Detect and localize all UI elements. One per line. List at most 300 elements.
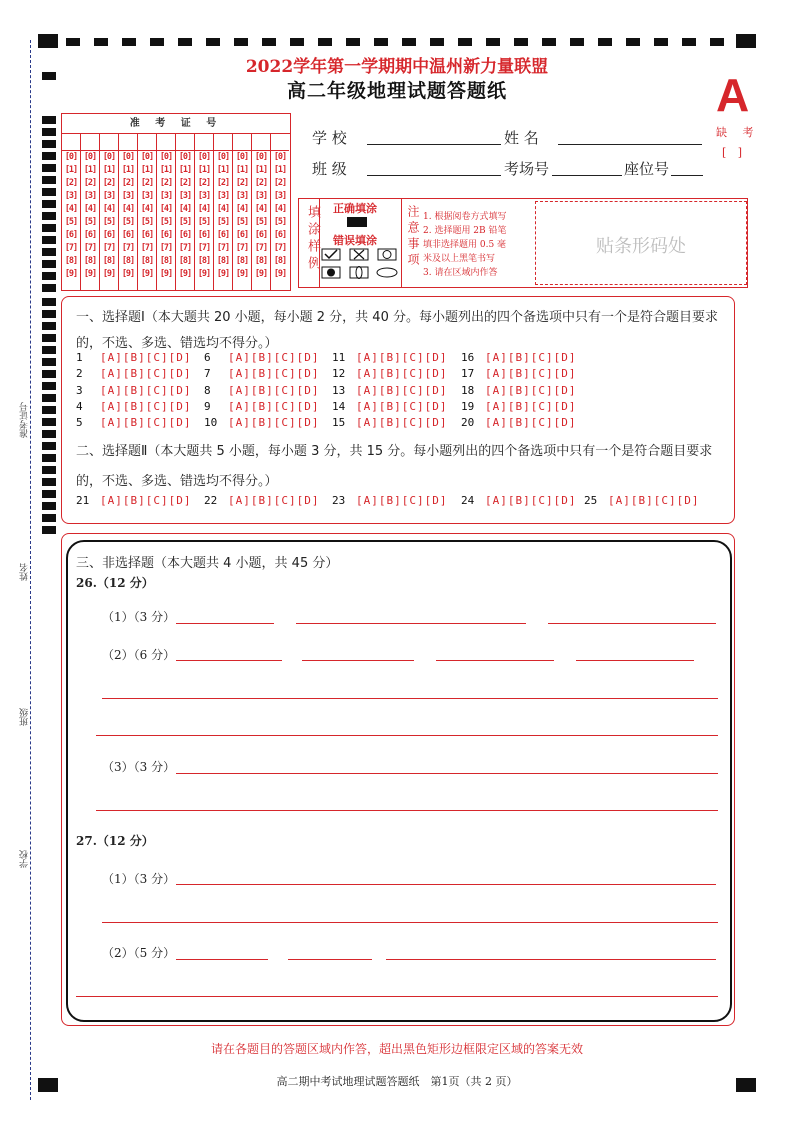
answer-bubbles[interactable]: [A][B][C][D] <box>485 494 577 507</box>
exam-id-bubble[interactable]: [7] <box>235 243 249 253</box>
exam-id-bubble[interactable]: [0] <box>178 152 192 162</box>
exam-id-column[interactable] <box>157 133 176 290</box>
exam-id-column[interactable] <box>119 133 138 290</box>
answer-bubbles[interactable]: [A][B][C][D] <box>100 494 192 507</box>
question-number: 20 <box>461 416 475 430</box>
answer-bubbles[interactable]: [A][B][C][D] <box>228 416 320 430</box>
question-number: 5 <box>76 416 83 430</box>
question-number: 23 <box>332 494 346 507</box>
exam-id-bubble[interactable]: [5] <box>121 217 135 227</box>
exam-id-column[interactable] <box>100 133 119 290</box>
room-field[interactable] <box>552 175 622 176</box>
exam-id-digit-box[interactable] <box>157 133 175 151</box>
exam-id-bubble[interactable]: [1] <box>83 165 97 175</box>
seat-field[interactable] <box>671 175 703 176</box>
timing-mark <box>42 394 56 402</box>
exam-id-bubble[interactable]: [9] <box>216 269 230 279</box>
exam-id-digit-box[interactable] <box>81 133 99 151</box>
exam-id-bubble[interactable]: [8] <box>83 256 97 266</box>
timing-mark <box>682 38 696 46</box>
exam-id-bubble[interactable]: [2] <box>197 178 211 188</box>
exam-id-bubble[interactable]: [4] <box>102 204 116 214</box>
answer-bubbles[interactable]: [A][B][C][D] <box>485 416 577 430</box>
exam-id-bubble[interactable]: [4] <box>178 204 192 214</box>
timing-mark <box>710 38 724 46</box>
exam-id-digit-box[interactable] <box>271 133 289 151</box>
exam-id-bubble[interactable]: [2] <box>216 178 230 188</box>
exam-id-bubble[interactable]: [9] <box>102 269 116 279</box>
exam-id-bubble[interactable]: [1] <box>254 165 268 175</box>
exam-id-bubble[interactable]: [3] <box>273 191 287 201</box>
exam-id-bubble[interactable]: [4] <box>159 204 173 214</box>
answer-bubbles[interactable]: [A][B][C][D] <box>356 367 448 381</box>
q26-2-label: （2）（6 分） <box>102 648 176 662</box>
timing-mark <box>42 502 56 510</box>
timing-mark <box>178 38 192 46</box>
exam-id-bubble[interactable]: [7] <box>159 243 173 253</box>
exam-id-digit-box[interactable] <box>100 133 118 151</box>
exam-id-bubble[interactable]: [3] <box>254 191 268 201</box>
exam-id-bubble[interactable]: [5] <box>216 217 230 227</box>
answer-bubbles[interactable]: [A][B][C][D] <box>100 351 192 364</box>
timing-mark <box>42 260 56 268</box>
answer-bubbles[interactable]: [A][B][C][D] <box>100 399 192 413</box>
exam-id-bubble[interactable]: [1] <box>140 165 154 175</box>
timing-mark <box>318 38 332 46</box>
exam-id-bubble[interactable]: [7] <box>102 243 116 253</box>
answer-line[interactable] <box>436 660 554 661</box>
answer-line[interactable] <box>102 698 718 699</box>
fill-example-box <box>298 198 748 288</box>
exam-id-bubble[interactable]: [1] <box>216 165 230 175</box>
seat-label: 座位号 <box>624 160 670 178</box>
timing-mark <box>42 116 56 124</box>
exam-id-bubble[interactable]: [7] <box>254 243 268 253</box>
exam-id-bubble[interactable]: [1] <box>159 165 173 175</box>
class-field[interactable] <box>367 175 501 176</box>
wrong-fill-label: 错误填涂 <box>333 234 377 247</box>
answer-bubbles[interactable]: [A][B][C][D] <box>485 399 577 413</box>
answer-bubbles[interactable]: [A][B][C][D] <box>228 494 320 507</box>
timing-mark <box>542 38 556 46</box>
exam-id-bubble[interactable]: [4] <box>216 204 230 214</box>
question-number: 2 <box>76 367 83 381</box>
exam-id-bubble[interactable]: [5] <box>235 217 249 227</box>
exam-id-bubble[interactable]: [3] <box>235 191 249 201</box>
exam-id-column[interactable] <box>214 133 233 290</box>
question-number: 12 <box>332 367 346 381</box>
answer-bubbles[interactable]: [A][B][C][D] <box>356 416 448 430</box>
exam-id-bubble[interactable]: [9] <box>121 269 135 279</box>
exam-id-bubble[interactable]: [5] <box>197 217 211 227</box>
question-number: 17 <box>461 367 475 381</box>
side-label-class: 班级 <box>20 708 30 726</box>
correct-fill-label: 正确填涂 <box>333 202 377 215</box>
section1-heading: 一、选择题Ⅰ（本大题共 20 小题，每小题 2 分，共 40 分。每小题列出的四个备选项中只有一个是符合题目要求的，不选、多选、错选均不得分。） <box>76 310 718 351</box>
timing-mark <box>458 38 472 46</box>
exam-id-column[interactable] <box>233 133 252 290</box>
exam-id-bubble[interactable]: [5] <box>273 217 287 227</box>
barcode-label: 贴条形码处 <box>596 236 686 257</box>
q26-3-label: （3）（3 分） <box>102 760 176 774</box>
timing-mark <box>42 248 56 256</box>
exam-id-bubble[interactable]: [6] <box>140 230 154 240</box>
question-number: 6 <box>204 351 211 364</box>
exam-id-bubble[interactable]: [9] <box>254 269 268 279</box>
exam-id-bubble[interactable]: [9] <box>64 269 78 279</box>
barcode-area <box>535 201 747 285</box>
timing-mark <box>42 164 56 172</box>
note-1: 1. 根据阅卷方式填写 <box>423 212 507 222</box>
exam-id-bubble[interactable]: [9] <box>83 269 97 279</box>
exam-id-bubble[interactable]: [4] <box>121 204 135 214</box>
exam-id-bubble[interactable]: [7] <box>216 243 230 253</box>
timing-mark <box>654 38 668 46</box>
exam-id-bubble[interactable]: [7] <box>140 243 154 253</box>
exam-id-bubble[interactable]: [6] <box>254 230 268 240</box>
exam-id-bubble[interactable]: [5] <box>83 217 97 227</box>
exam-id-bubble[interactable]: [1] <box>178 165 192 175</box>
timing-mark <box>42 212 56 220</box>
exam-id-bubble[interactable]: [8] <box>197 256 211 266</box>
answer-line[interactable] <box>102 922 718 923</box>
notes-title: 注意事项 <box>406 205 420 269</box>
exam-title: 2022学年第一学期期中温州新力量联盟 <box>245 57 549 77</box>
timing-mark <box>66 38 80 46</box>
exam-id-bubble[interactable]: [4] <box>197 204 211 214</box>
timing-mark <box>626 38 640 46</box>
answer-line[interactable] <box>76 996 718 997</box>
question-number: 3 <box>76 383 83 397</box>
exam-id-bubble[interactable]: [5] <box>64 217 78 227</box>
exam-id-bubble[interactable]: [3] <box>197 191 211 201</box>
exam-id-bubble[interactable]: [6] <box>64 230 78 240</box>
exam-id-bubble[interactable]: [5] <box>178 217 192 227</box>
answer-bubbles[interactable]: [A][B][C][D] <box>356 494 448 507</box>
exam-id-bubble[interactable]: [2] <box>178 178 192 188</box>
exam-id-bubble[interactable]: [9] <box>197 269 211 279</box>
exam-id-bubble[interactable]: [6] <box>235 230 249 240</box>
exam-id-bubble[interactable]: [6] <box>83 230 97 240</box>
exam-id-bubble[interactable]: [0] <box>159 152 173 162</box>
timing-mark <box>42 370 56 378</box>
timing-mark <box>42 346 56 354</box>
school-field[interactable] <box>367 144 501 145</box>
page-footer: 高二期中考试地理试题答题纸 第1页（共 2 页） <box>276 1075 518 1088</box>
exam-id-bubble[interactable]: [7] <box>273 243 287 253</box>
side-label-exam-no: 准考证号 <box>20 402 30 438</box>
exam-id-bubble[interactable]: [9] <box>159 269 173 279</box>
exam-id-column[interactable] <box>271 133 289 290</box>
exam-id-bubble[interactable]: [7] <box>121 243 135 253</box>
answer-bubbles[interactable]: [A][B][C][D] <box>100 416 192 430</box>
exam-id-label: 准 考 证 号 <box>62 114 290 134</box>
exam-id-bubble[interactable]: [1] <box>197 165 211 175</box>
exam-id-bubble[interactable]: [1] <box>121 165 135 175</box>
question-number: 19 <box>461 399 475 413</box>
section2-heading: 二、选择题Ⅱ（本大题共 5 小题，每小题 3 分，共 15 分。每小题列出的四个备选项中只有一个是符合题目要求的，不选、多选、错选均不得分。） <box>76 444 713 489</box>
exam-id-digit-box[interactable] <box>195 133 213 151</box>
q26-title: 26.（12 分） <box>76 576 154 590</box>
exam-id-bubble[interactable]: [8] <box>254 256 268 266</box>
exam-id-bubble[interactable]: [4] <box>254 204 268 214</box>
timing-mark <box>42 478 56 486</box>
exam-id-bubble[interactable]: [0] <box>197 152 211 162</box>
exam-id-bubble[interactable]: [0] <box>140 152 154 162</box>
exam-id-bubble[interactable]: [8] <box>159 256 173 266</box>
exam-id-column[interactable] <box>252 133 271 290</box>
exam-id-bubble[interactable]: [8] <box>121 256 135 266</box>
answer-line[interactable] <box>176 660 282 661</box>
timing-mark <box>42 466 56 474</box>
answer-line[interactable] <box>176 884 716 885</box>
correct-fill-sample <box>347 217 367 227</box>
timing-mark <box>42 140 56 148</box>
exam-id-bubble[interactable]: [6] <box>216 230 230 240</box>
exam-id-bubble[interactable]: [0] <box>235 152 249 162</box>
answer-bubbles[interactable]: [A][B][C][D] <box>356 383 448 397</box>
exam-id-bubble[interactable]: [0] <box>83 152 97 162</box>
answer-bubbles[interactable]: [A][B][C][D] <box>100 367 192 381</box>
paper-type: A <box>716 69 750 121</box>
timing-mark <box>42 514 56 522</box>
note-4: 米及以上黑笔书写 <box>423 254 496 264</box>
exam-id-digit-box[interactable] <box>214 133 232 151</box>
exam-id-bubble[interactable]: [2] <box>121 178 135 188</box>
exam-id-bubble[interactable]: [3] <box>64 191 78 201</box>
answer-line[interactable] <box>296 623 526 624</box>
question-number: 15 <box>332 416 346 430</box>
timing-mark <box>42 358 56 366</box>
answer-bubbles[interactable]: [A][B][C][D] <box>485 383 577 397</box>
exam-id-bubble[interactable]: [0] <box>102 152 116 162</box>
exam-id-column[interactable] <box>138 133 157 290</box>
answer-line[interactable] <box>548 623 716 624</box>
answer-bubbles[interactable]: [A][B][C][D] <box>608 494 700 507</box>
exam-id-bubble[interactable]: [9] <box>178 269 192 279</box>
exam-id-bubble[interactable]: [0] <box>121 152 135 162</box>
exam-id-grid <box>61 113 291 291</box>
exam-id-digit-box[interactable] <box>233 133 251 151</box>
timing-mark <box>42 442 56 450</box>
timing-mark <box>42 406 56 414</box>
school-label: 学 校 <box>312 129 347 147</box>
exam-id-bubble[interactable]: [2] <box>64 178 78 188</box>
timing-mark <box>42 322 56 330</box>
timing-mark <box>570 38 584 46</box>
exam-id-bubble[interactable]: [4] <box>235 204 249 214</box>
timing-mark <box>234 38 248 46</box>
timing-mark <box>598 38 612 46</box>
exam-id-bubble[interactable]: [4] <box>83 204 97 214</box>
class-label: 班 级 <box>312 160 347 178</box>
exam-id-bubble[interactable]: [1] <box>235 165 249 175</box>
answer-line[interactable] <box>96 735 718 736</box>
exam-id-columns[interactable] <box>62 133 290 279</box>
timing-mark <box>42 224 56 232</box>
name-label: 姓 名 <box>504 129 539 147</box>
answer-line[interactable] <box>288 959 372 960</box>
exam-id-bubble[interactable]: [5] <box>254 217 268 227</box>
exam-id-bubble[interactable]: [6] <box>159 230 173 240</box>
timing-mark <box>514 38 528 46</box>
exam-id-bubble[interactable]: [7] <box>178 243 192 253</box>
side-label-school: 学校 <box>20 850 30 868</box>
answer-line[interactable] <box>176 623 274 624</box>
exam-id-bubble[interactable]: [6] <box>197 230 211 240</box>
exam-id-bubble[interactable]: [8] <box>273 256 287 266</box>
exam-id-bubble[interactable]: [2] <box>140 178 154 188</box>
answer-line[interactable] <box>96 810 718 811</box>
exam-id-bubble[interactable]: [3] <box>140 191 154 201</box>
answer-bubbles[interactable]: [A][B][C][D] <box>228 367 320 381</box>
timing-mark <box>122 38 136 46</box>
exam-id-bubble[interactable]: [9] <box>273 269 287 279</box>
question-number: 22 <box>204 494 218 507</box>
answer-area-notice: 请在各题目的答题区域内作答，超出黑色矩形边框限定区域的答案无效 <box>210 1042 583 1056</box>
question-number: 9 <box>204 399 211 413</box>
exam-id-bubble[interactable]: [9] <box>140 269 154 279</box>
exam-id-bubble[interactable]: [8] <box>64 256 78 266</box>
answer-bubbles[interactable]: [A][B][C][D] <box>228 351 320 364</box>
question-number: 16 <box>461 351 475 364</box>
exam-id-bubble[interactable]: [8] <box>178 256 192 266</box>
exam-id-column[interactable] <box>176 133 195 290</box>
timing-mark <box>374 38 388 46</box>
timing-mark <box>402 38 416 46</box>
exam-id-bubble[interactable]: [3] <box>83 191 97 201</box>
sheet-subtitle: 高二年级地理试题答题纸 <box>286 80 507 102</box>
exam-id-bubble[interactable]: [3] <box>102 191 116 201</box>
timing-mark <box>42 128 56 136</box>
room-label: 考场号 <box>504 160 550 178</box>
corner-mark <box>38 34 58 48</box>
question-number: 4 <box>76 399 83 413</box>
question-number: 24 <box>461 494 475 507</box>
exam-id-bubble[interactable]: [3] <box>178 191 192 201</box>
exam-id-bubble[interactable]: [6] <box>121 230 135 240</box>
question-number: 14 <box>332 399 346 413</box>
exam-id-bubble[interactable]: [1] <box>273 165 287 175</box>
exam-id-column[interactable] <box>195 133 214 290</box>
q27-1-label: （1）（3 分） <box>102 872 176 886</box>
exam-id-bubble[interactable]: [7] <box>197 243 211 253</box>
timing-mark <box>42 526 56 534</box>
exam-id-bubble[interactable]: [7] <box>64 243 78 253</box>
q27-2-label: （2）（5 分） <box>102 946 176 960</box>
question-number: 13 <box>332 383 346 397</box>
exam-id-bubble[interactable]: [2] <box>254 178 268 188</box>
exam-id-column[interactable] <box>62 133 81 290</box>
timing-mark <box>206 38 220 46</box>
exam-id-digit-box[interactable] <box>62 133 80 151</box>
exam-id-bubble[interactable]: [5] <box>102 217 116 227</box>
exam-id-bubble[interactable]: [2] <box>83 178 97 188</box>
exam-id-bubble[interactable]: [4] <box>273 204 287 214</box>
exam-id-bubble[interactable]: [3] <box>159 191 173 201</box>
answer-line[interactable] <box>302 660 414 661</box>
answer-line[interactable] <box>576 660 694 661</box>
exam-id-bubble[interactable]: [5] <box>140 217 154 227</box>
timing-mark <box>42 236 56 244</box>
exam-id-bubble[interactable]: [1] <box>64 165 78 175</box>
exam-id-bubble[interactable]: [8] <box>140 256 154 266</box>
answer-line[interactable] <box>386 959 716 960</box>
answer-line[interactable] <box>176 773 718 774</box>
exam-id-bubble[interactable]: [2] <box>235 178 249 188</box>
exam-id-bubble[interactable]: [2] <box>159 178 173 188</box>
exam-id-bubble[interactable]: [6] <box>102 230 116 240</box>
exam-id-bubble[interactable]: [0] <box>254 152 268 162</box>
timing-mark <box>42 430 56 438</box>
answer-bubbles[interactable]: [A][B][C][D] <box>228 383 320 397</box>
timing-mark <box>262 38 276 46</box>
answer-bubbles[interactable]: [A][B][C][D] <box>100 383 192 397</box>
exam-id-bubble[interactable]: [8] <box>235 256 249 266</box>
timing-mark <box>42 418 56 426</box>
exam-id-bubble[interactable]: [8] <box>216 256 230 266</box>
exam-id-column[interactable] <box>81 133 100 290</box>
answer-line[interactable] <box>176 959 268 960</box>
exam-id-bubble[interactable]: [0] <box>64 152 78 162</box>
answer-bubbles[interactable]: [A][B][C][D] <box>356 399 448 413</box>
timing-mark <box>430 38 444 46</box>
exam-id-digit-box[interactable] <box>252 133 270 151</box>
exam-id-bubble[interactable]: [4] <box>140 204 154 214</box>
timing-mark <box>290 38 304 46</box>
question-number: 25 <box>584 494 598 507</box>
note-2: 2. 选择题用 2B 铅笔 <box>423 226 507 236</box>
question-number: 8 <box>204 383 211 397</box>
exam-id-bubble[interactable]: [9] <box>235 269 249 279</box>
timing-mark <box>42 284 56 292</box>
name-field[interactable] <box>558 144 702 145</box>
exam-id-bubble[interactable]: [1] <box>102 165 116 175</box>
exam-id-bubble[interactable]: [7] <box>83 243 97 253</box>
timing-mark <box>42 490 56 498</box>
exam-id-bubble[interactable]: [0] <box>273 152 287 162</box>
exam-id-digit-box[interactable] <box>138 133 156 151</box>
timing-mark <box>42 200 56 208</box>
exam-id-bubble[interactable]: [5] <box>159 217 173 227</box>
answer-bubbles[interactable]: [A][B][C][D] <box>485 351 577 364</box>
exam-id-digit-box[interactable] <box>119 133 137 151</box>
timing-mark <box>42 152 56 160</box>
corner-mark <box>736 34 756 48</box>
answer-bubbles[interactable]: [A][B][C][D] <box>228 399 320 413</box>
timing-mark <box>42 454 56 462</box>
note-5: 3. 请在区域内作答 <box>423 268 498 278</box>
exam-id-digit-box[interactable] <box>176 133 194 151</box>
question-number: 1 <box>76 351 83 364</box>
answer-bubbles[interactable]: [A][B][C][D] <box>485 367 577 381</box>
note-3: 填非选择题用 0.5 毫 <box>423 240 507 250</box>
side-label-name: 姓名 <box>20 563 30 581</box>
exam-id-bubble[interactable]: [6] <box>273 230 287 240</box>
exam-id-bubble[interactable]: [8] <box>102 256 116 266</box>
exam-id-bubble[interactable]: [6] <box>178 230 192 240</box>
question-number: 10 <box>204 416 218 430</box>
exam-id-bubble[interactable]: [2] <box>273 178 287 188</box>
absent-label: 缺 考 <box>716 126 760 139</box>
exam-id-bubble[interactable]: [4] <box>64 204 78 214</box>
exam-id-bubble[interactable]: [2] <box>102 178 116 188</box>
exam-id-bubble[interactable]: [3] <box>216 191 230 201</box>
answer-bubbles[interactable]: [A][B][C][D] <box>356 351 448 364</box>
exam-id-bubble[interactable]: [3] <box>121 191 135 201</box>
exam-id-bubble[interactable]: [0] <box>216 152 230 162</box>
absent-checkbox[interactable]: [ ] <box>722 146 747 159</box>
